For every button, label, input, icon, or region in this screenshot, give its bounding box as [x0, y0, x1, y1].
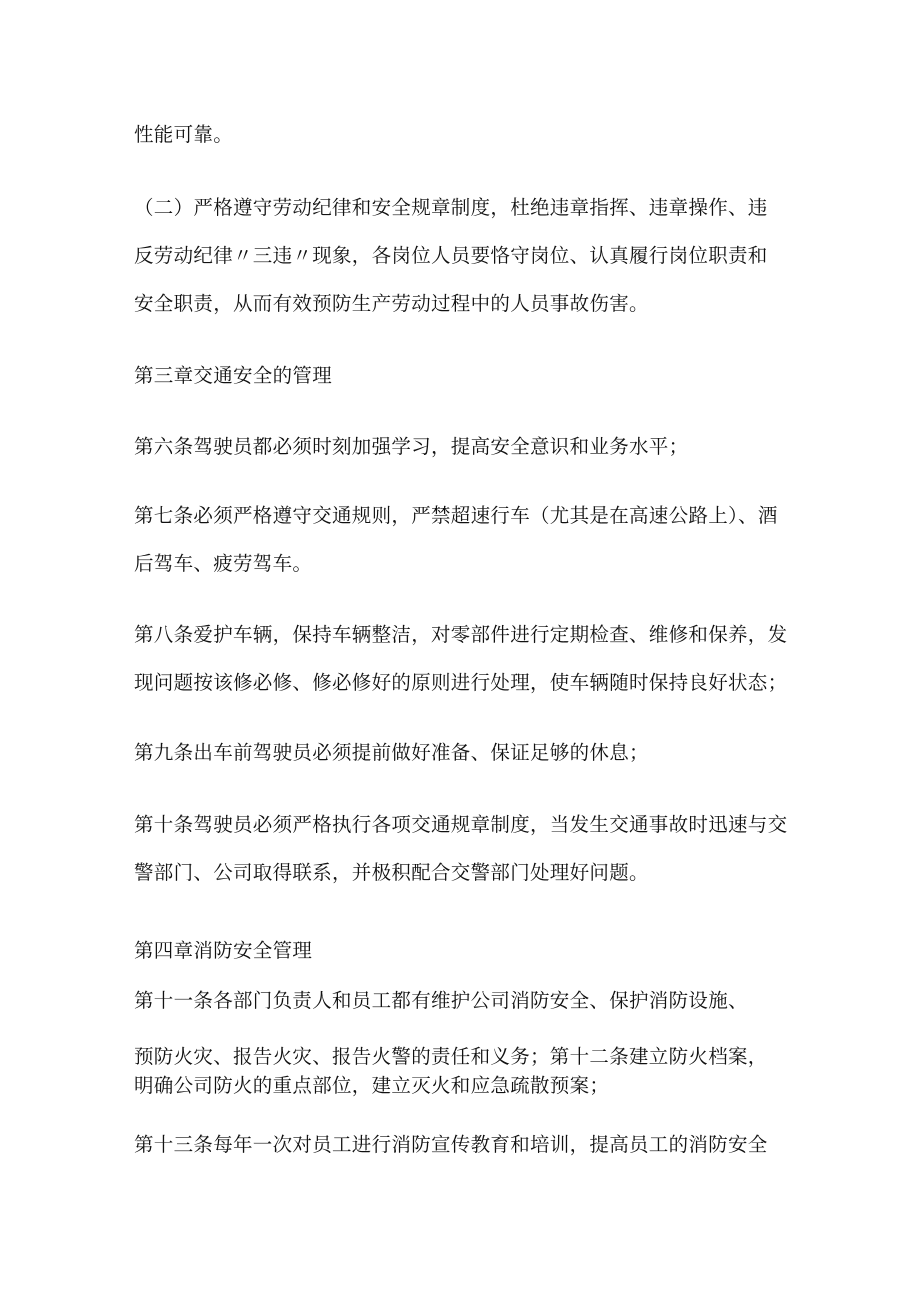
text-line-6: 第六条驾驶员都必须时刻加强学习，提高安全意识和业务水平； [134, 435, 689, 458]
text-line-1: 性能可靠。 [134, 123, 234, 146]
chapter-heading-4: 第四章消防安全管理 [134, 939, 313, 962]
text-line-17: 明确公司防火的重点部位，建立灭火和应急疏散预案； [134, 1074, 610, 1097]
text-line-11: 第九条出车前驾驶员必须提前做好准备、保证足够的休息； [134, 741, 649, 764]
text-line-12: 第十条驾驶员必须严格执行各项交通规章制度，当发生交通事故时迅速与交 [134, 813, 788, 836]
text-line-16: 预防火灾、报告火灾、报告火警的责任和义务；第十二条建立防火档案， [134, 1045, 768, 1068]
text-line-10: 现问题按该修必修、修必修好的原则进行处理，使车辆随时保持良好状态； [134, 671, 788, 694]
text-line-7: 第七条必须严格遵守交通规则，严禁超速行车（尤其是在高速公路上）、酒 [134, 504, 778, 527]
text-line-9: 第八条爱护车辆，保持车辆整洁，对零部件进行定期检查、维修和保养，发 [134, 623, 788, 646]
text-line-4: 安全职责，从而有效预防生产劳动过程中的人员事故伤害。 [134, 292, 649, 315]
text-line-3: 反劳动纪律〃三违〃现象，各岗位人员要恪守岗位、认真履行岗位职责和 [134, 244, 768, 267]
text-line-15: 第十一条各部门负责人和员工都有维护公司消防安全、保护消防设施、 [134, 989, 748, 1012]
text-line-2: （二）严格遵守劳动纪律和安全规章制度，杜绝违章指挥、违章操作、违 [134, 196, 768, 219]
chapter-heading-3: 第三章交通安全的管理 [134, 364, 333, 387]
text-line-8: 后驾车、疲劳驾车。 [134, 552, 313, 575]
text-line-18: 第十三条每年一次对员工进行消防宣传教育和培训，提高员工的消防安全 [134, 1133, 768, 1156]
text-line-13: 警部门、公司取得联系，并极积配合交警部门处理好问题。 [134, 861, 649, 884]
